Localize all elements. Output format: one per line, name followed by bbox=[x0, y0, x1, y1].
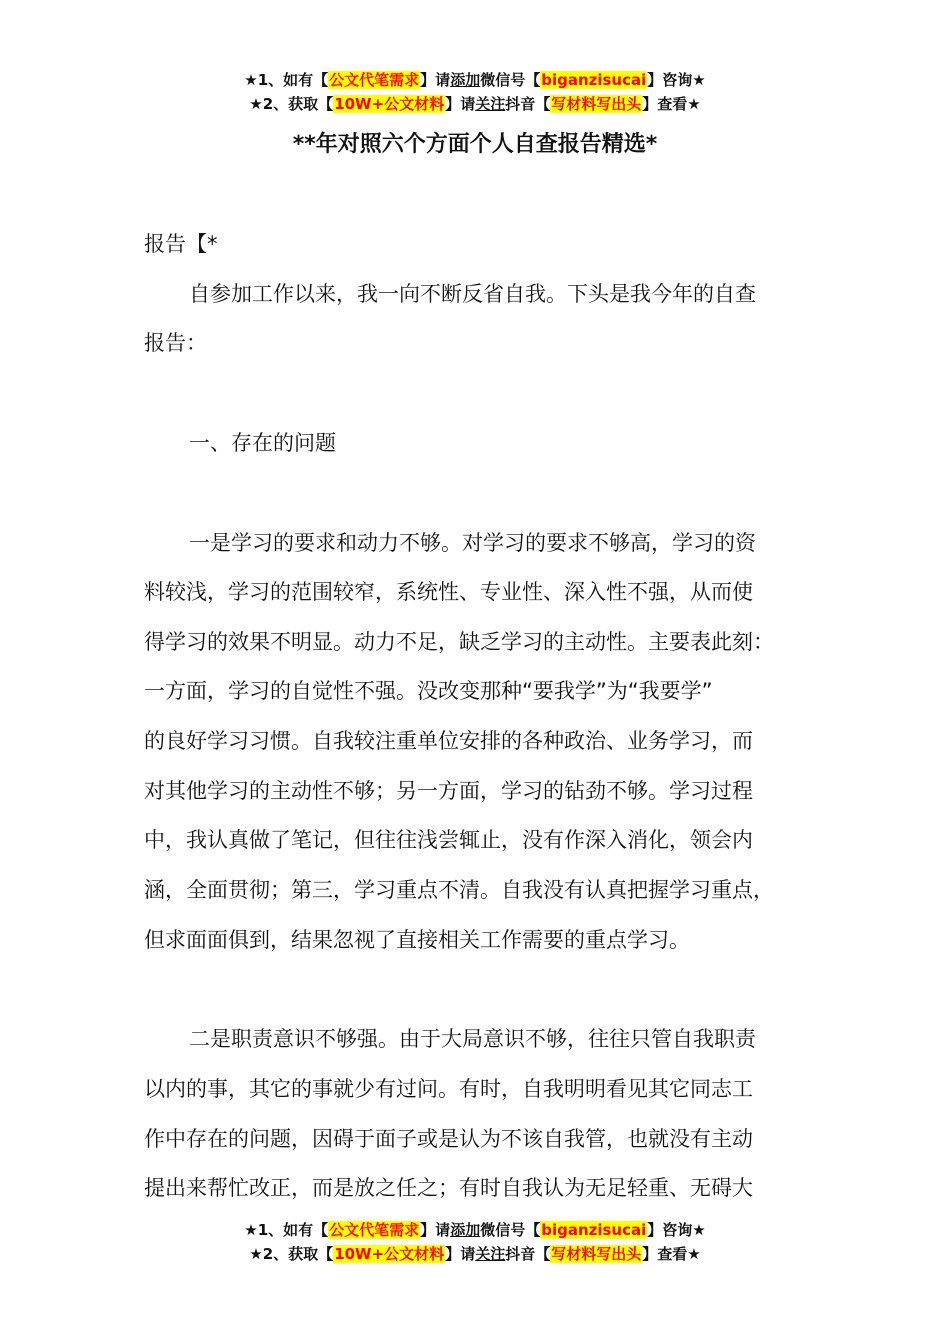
paragraph-line: 涵，全面贯彻；第三，学习重点不清。自我没有认真把握学习重点， bbox=[144, 878, 774, 902]
banner-text: 】查看★ bbox=[642, 95, 701, 113]
paragraph-line: 得学习的效果不明显。动力不足，缺乏学习的主动性。主要表此刻： bbox=[144, 630, 774, 654]
banner-line-1 bbox=[0, 68, 950, 92]
paragraph-line: 一方面，学习的自觉性不强。没改变那种“要我学”为“我要学” bbox=[144, 679, 713, 703]
section-heading: 一、存在的问题 bbox=[189, 431, 336, 455]
paragraph-line: 二是职责意识不够强。由于大局意识不够，往往只管自我职责 bbox=[189, 1027, 756, 1051]
banner-text: 抖音【 bbox=[505, 95, 551, 113]
banner-text: 微信号【 bbox=[480, 1221, 541, 1239]
banner-text: 微信号【 bbox=[480, 71, 541, 89]
banner-text: 】请 bbox=[445, 95, 476, 113]
banner-line-1 bbox=[0, 1218, 950, 1242]
paragraph-line: 但求面面俱到，结果忽视了直接相关工作需要的重点学习。 bbox=[144, 928, 690, 952]
banner-text: ★2、获取【 bbox=[249, 1245, 334, 1263]
highlight-service: 公文代笔需求 bbox=[329, 71, 420, 89]
banner-line-2 bbox=[0, 92, 950, 116]
banner-text: 】咨询★ bbox=[647, 1221, 706, 1239]
paragraph-line: 作中存在的问题，因碍于面子或是认为不该自我管，也就没有主动 bbox=[144, 1127, 753, 1151]
banner-text: 抖音【 bbox=[505, 1245, 551, 1263]
banner-text: 】咨询★ bbox=[647, 71, 706, 89]
banner-text: 】请 bbox=[420, 1221, 451, 1239]
highlight-materials: 10W+公文材料 bbox=[334, 1245, 445, 1263]
banner-underlined: 添加 bbox=[450, 1221, 481, 1239]
paragraph-line: 自参加工作以来，我一向不断反省自我。下头是我今年的自查 bbox=[189, 282, 756, 306]
paragraph-line: 中，我认真做了笔记，但往往浅尝辄止，没有作深入消化，领会内 bbox=[144, 828, 753, 852]
paragraph-line: 以内的事，其它的事就少有过问。有时，自我明明看见其它同志工 bbox=[144, 1077, 753, 1101]
highlight-service: 公文代笔需求 bbox=[329, 1221, 420, 1239]
footer-banner bbox=[0, 1218, 950, 1266]
paragraph-line: 提出来帮忙改正，而是放之任之；有时自我认为无足轻重、无碍大 bbox=[144, 1176, 753, 1200]
paragraph-line: 报告： bbox=[144, 331, 207, 355]
banner-line-2 bbox=[0, 1242, 950, 1266]
header-banner bbox=[0, 68, 950, 116]
banner-text: ★1、如有【 bbox=[244, 1221, 329, 1239]
banner-text: 】请 bbox=[445, 1245, 476, 1263]
banner-text: ★2、获取【 bbox=[249, 95, 334, 113]
banner-text: ★1、如有【 bbox=[244, 71, 329, 89]
highlight-wechat-id: biganzisucai bbox=[541, 1221, 647, 1239]
banner-text: 】查看★ bbox=[642, 1245, 701, 1263]
highlight-wechat-id: biganzisucai bbox=[541, 71, 647, 89]
document-title: **年对照六个方面个人自查报告精选* bbox=[292, 132, 658, 157]
paragraph-line: 的良好学习习惯。自我较注重单位安排的各种政治、业务学习，而 bbox=[144, 729, 753, 753]
highlight-douyin-id: 写材料写出头 bbox=[551, 95, 642, 113]
banner-text: 】请 bbox=[420, 71, 451, 89]
paragraph-line: 料较浅，学习的范围较窄，系统性、专业性、深入性不强，从而使 bbox=[144, 580, 753, 604]
paragraph-line: 对其他学习的主动性不够；另一方面，学习的钻劲不够。学习过程 bbox=[144, 779, 753, 803]
banner-underlined: 关注 bbox=[475, 95, 506, 113]
highlight-douyin-id: 写材料写出头 bbox=[551, 1245, 642, 1263]
salutation: 报告【* bbox=[144, 232, 218, 256]
paragraph-line: 一是学习的要求和动力不够。对学习的要求不够高，学习的资 bbox=[189, 531, 756, 555]
highlight-materials: 10W+公文材料 bbox=[334, 95, 445, 113]
banner-underlined: 添加 bbox=[450, 71, 481, 89]
banner-underlined: 关注 bbox=[475, 1245, 506, 1263]
